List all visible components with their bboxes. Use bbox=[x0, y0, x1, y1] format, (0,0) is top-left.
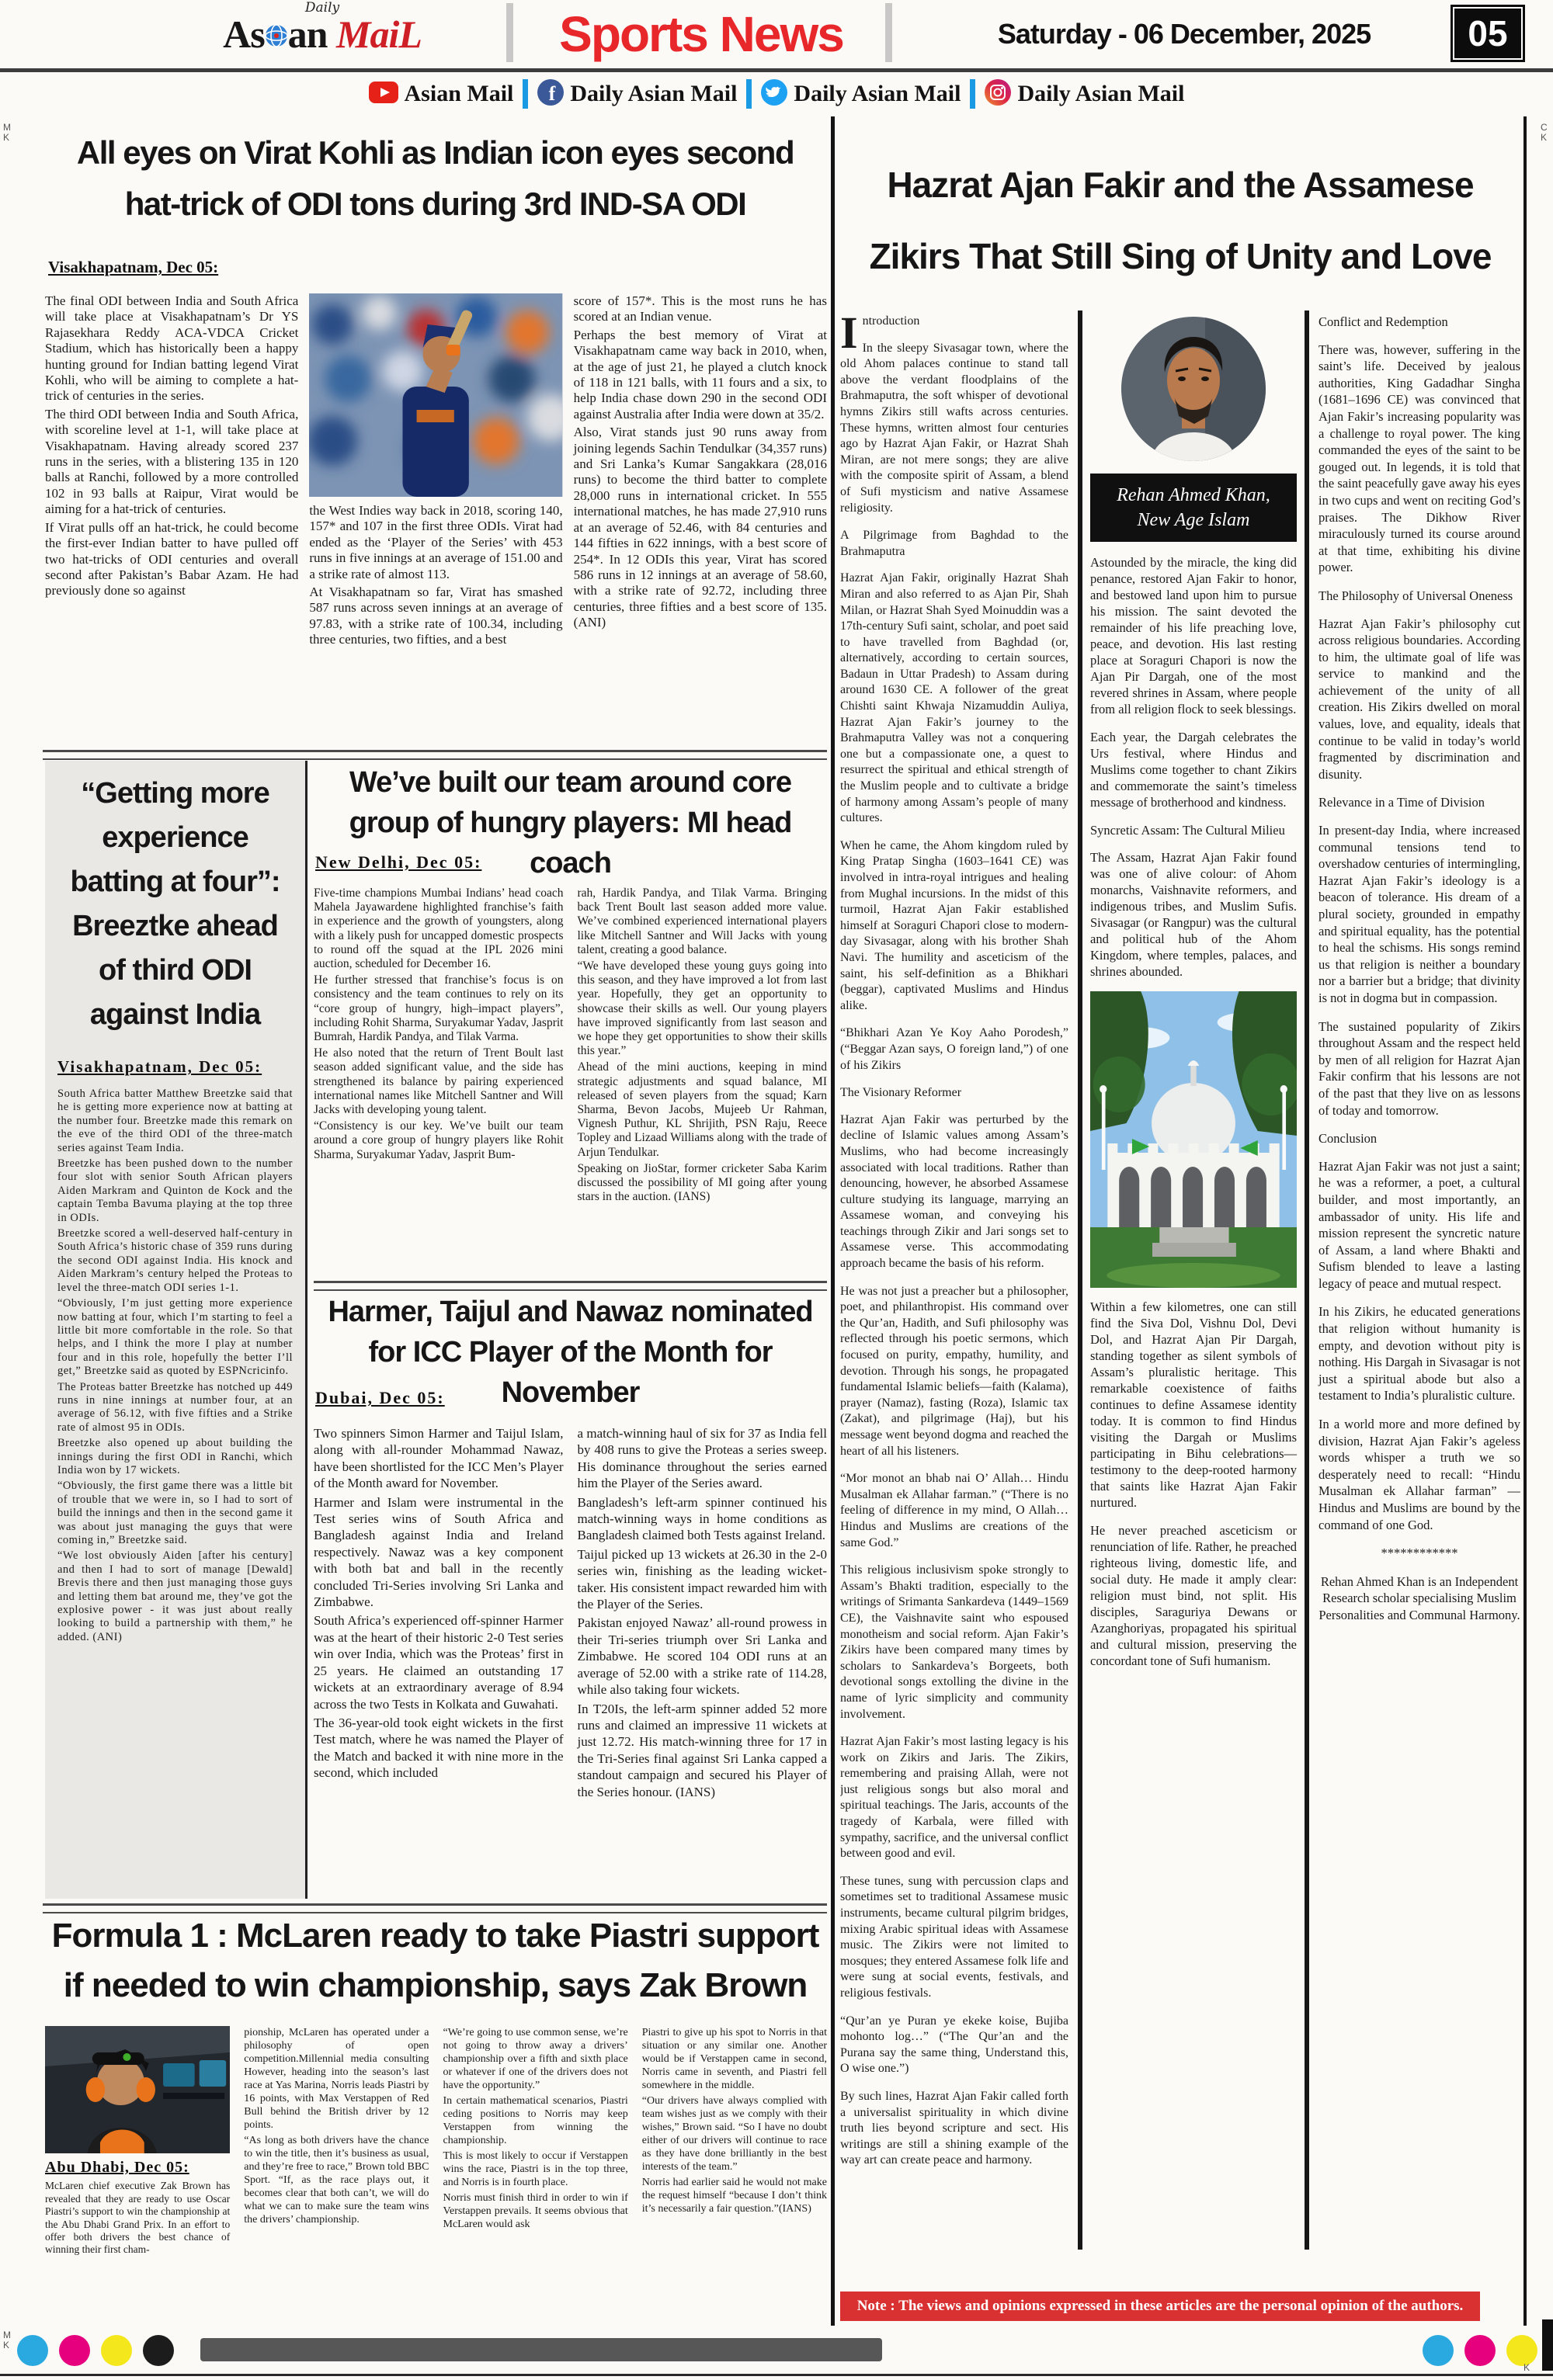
article-paragraph: rah, Hardik Pandya, and Tilak Varma. Bringing back Trent Boult last season added more value. We’ve combined experienced international players like Mitchell Santner and Will Jacks with young talent, creating a good balance. bbox=[577, 886, 827, 956]
registration-mark-bottom-right: K bbox=[1523, 2362, 1530, 2373]
f1-dateline: Abu Dhabi, Dec 05: bbox=[45, 2159, 189, 2176]
centered-text: ************ bbox=[1381, 1546, 1458, 1561]
article-paragraph: Astounded by the miracle, the king did penance, restored Ajan Fakir to honor, and bestowed land upon him to pursue his mission. The saint devoted the remainder of his life preaching love, peace, and devotion. His last resting place at Soraguri Chapori is now the Ajan Pir Dargah, one of the most revered shrines in Assam, where people from all religion flock to seek blessings. bbox=[1090, 555, 1297, 716]
article-paragraph: Speaking on JioStar, former cricketer Saba Karim discussed the possibility of MI going after young stars in the auction. (IANS) bbox=[577, 1161, 827, 1204]
page-edge-rule bbox=[1523, 116, 1527, 2326]
article-paragraph: The Proteas batter Breetzke has notched up 449 runs in nine innings at number four, at an average of 56.12, with five fifties and a Strike rate of almost 95 in ODIs. bbox=[57, 1380, 293, 1434]
article-paragraph: In a world more and more defined by division, Hazrat Ajan Fakir’s ageless words whisper a truth we so desperately need to recall: “Hindu Musalman ek Allahar farman” — Hindus and Muslims are bound by the command of one God. bbox=[1318, 1417, 1520, 1532]
article-paragraph: “Obviously, the first game there was a little bit of trouble that we were in, so I had to sort of build the innings and then in the second game it was about just managing the guys that were coming in,” Breetzke said. bbox=[57, 1480, 293, 1546]
article-paragraph: Taijul picked up 13 wickets at 26.30 in the 2-0 series win, finishing as the leading wicket-taker. His consistent impact rewarded him with the Player of the Series. bbox=[577, 1546, 827, 1612]
press-color-bar bbox=[200, 2338, 882, 2361]
article-paragraph: Hazrat Ajan Fakir, originally Hazrat Shah Miran and also referred to as Ajan Pir, Shah Milan, or Hazrat Shah Syed Moinuddin was a 17th-century Sufi saint, scholar, and poet said to have travelled from Baghdad (or, alternatively, according to certain sources, Badaun in Uttar Pradesh) to Assam during around 1630 CE. A follower of the great Chishti saint Khwaja Nizamuddin Auliya, Hazrat Ajan Fakir’s journey to the Brahmaputra Valley was not a conquering one but a compassionate one, a quest to resurrect the spiritual and ethical strength of the Muslim people and to cultivate a bridge of harmony among Assam’s people of many cultures. bbox=[840, 571, 1068, 825]
cyan-register-dot bbox=[1423, 2335, 1454, 2366]
breetzke-headline: “Getting more experience batting at four”: Breeztke ahead of third ODI against India bbox=[70, 777, 280, 1031]
section-heading: A Pilgrimage from Baghdad to the Brahmaputra bbox=[840, 529, 1068, 558]
ajan-pir-dargah-photo bbox=[1090, 991, 1297, 1288]
mi-headline: We’ve built our team around core group of hungry players: MI head coach bbox=[349, 766, 792, 879]
brand-part-1: As bbox=[223, 12, 265, 56]
f1-column-4 bbox=[642, 2026, 827, 2337]
f1-headline: Formula 1 : McLaren ready to take Piastri support if needed to win championship, says Zak Brown bbox=[51, 1917, 819, 2004]
kohli-article-body bbox=[45, 293, 827, 744]
article-paragraph: Breetzke scored a well-deserved half-century in South Africa’s historic chase of 359 runs during the second ODI against India. His knock and Aiden Markram’s century helped the Proteas to level the three-match ODI series 1-1. bbox=[57, 1227, 293, 1294]
article-paragraph: In the sleepy Sivasagar town, where the old Ahom palaces continue to stand tall above the verdant floodplains of the Brahmaputra, the soft whisper of devotional hymns Zikirs still wafts across centuries. These hymns, written almost four centuries ago by Hazrat Ajan Fakir, or Hazrat Shah Miran, are not mere songs; they are alive with the composite spirit of Assam, a blend of Sufi mysticism and native Assamese religiosity. bbox=[840, 341, 1068, 515]
article-paragraph: Harmer and Islam were instrumental in the Test series wins of South Africa and Bangladesh against India and Ireland respectively. Nawaz was a key component with both bat and ball in the recently concluded Tri-Series involving Sri Lanka and Zimbabwe. bbox=[314, 1494, 564, 1610]
article-paragraph: Ahead of the mini auctions, keeping in mind strategic adjustments and squad balance, MI released of seven players from the squad; Karn Sharma, Bevon Jacobs, Mujeeb Ur Rahman, Vignesh Puthur, KL Shrijith, PSN Raju, Reece Topley and Lizaad Williams along with the trade of Arjun Tendulkar. bbox=[577, 1060, 827, 1159]
f1-article-body bbox=[45, 2026, 827, 2337]
article-paragraph: Norris had earlier said he would not make the request himself “because I don’t think it’s necessarily a fair question.”(IANS) bbox=[641, 2177, 827, 2215]
article-paragraph: “Bhikhari Azan Ye Koy Aaho Porodesh,” (“Beggar Azan says, O foreign land,”) of one of his Zikirs bbox=[840, 1026, 1068, 1072]
article-paragraph: Hazrat Ajan Fakir was perturbed by the decline of Islamic values among Assam’s Muslims, who had become increasingly associated with local traditions. Rather than denouncing, however, he absorbed Assamese culture studying its language, marrying an Assamese woman, and conveying his teachings through Zikir and Jari songs set to Assamese verse. This accommodating approach became the basis of his reform. bbox=[840, 1112, 1068, 1271]
article-paragraph: “Mor monot an bhab nai O’ Allah… Hindu Musalman ek Allahar farman.” (“There is no feeling of difference in my mind, O Allah… Hindus and Muslims are creations of the same God.” bbox=[840, 1472, 1068, 1549]
article-paragraph: “We lost obviously Aiden [after his century] and then I had to sort of manage [Dewald] Brevis there and then just managing those guys and letting them bat around me, they’ve got the explosive power - it was just about really looking to build a partnership with them,” he added. (ANI) bbox=[57, 1549, 293, 1643]
section-heading: The Visionary Reformer bbox=[840, 1086, 962, 1100]
social-separator bbox=[746, 79, 752, 109]
article-paragraph: “Qur’an ye Puran ye ekeke koise, Bujiba mohonto log…” (“The Qur’an and the Purana say the same thing, Understand this, O wise one.”) bbox=[840, 2014, 1068, 2076]
masthead-name bbox=[175, 12, 470, 56]
article-paragraph: He further stressed that franchise’s focus is on consistency and the team continues to rely on its “core group of hungry, high–impact players”, including Rohit Sharma, Suryakumar Yadav, Jasprit Bumrah, Hardik Pandya, and Tilak Varma. bbox=[314, 973, 564, 1044]
instagram-icon bbox=[985, 79, 1011, 109]
globe-icon bbox=[265, 15, 288, 54]
social-item-youtube[interactable] bbox=[369, 81, 514, 107]
article-paragraph: a match-winning haul of six for 37 as India fell by 408 runs to give the Proteas a series sweep. His dominance throughout the series earned him the Player of the Series award. bbox=[577, 1426, 827, 1491]
social-label: Asian Mail bbox=[404, 81, 514, 106]
article-paragraph: He never preached asceticism or renunciation of life. Rather, he preached righteous living, domestic life, and social duty. He made it amply clear: religion must bind, not split. His disciples, Saraguriya Dewans or Azanghoriyas, propagated his spiritual and cultural mission, preserving the concordant tone of Sufi humanism. bbox=[1090, 1523, 1297, 1668]
article-paragraph: the West Indies way back in 2018, scoring 140, 157* and 107 in the first three ODIs. Virat had ended as the ‘Player of the Series’ with 453 runs in five innings at an average of 151.00 and a strike rate of almost 113. bbox=[309, 503, 563, 581]
masthead-daily: Daily bbox=[304, 0, 340, 16]
registration-mark-top-left: M K bbox=[3, 122, 11, 143]
yellow-register-dot bbox=[1506, 2335, 1537, 2366]
f1-column-1-text bbox=[45, 2180, 230, 2256]
icc-article-body bbox=[314, 1425, 827, 1897]
article-paragraph: Breetzke has been pushed down to the number four slot with senior South African players Aiden Markram and Quinton de Kock and the captain Temba Bavuma playing at the top three in ODIs. bbox=[57, 1157, 293, 1224]
article-paragraph: Piastri to give up his spot to Norris in that situation or any similar one. Another would be if Verstappen came in second, Norris came in seventh, and Piastri fell somewhere in the middle. bbox=[641, 2027, 827, 2091]
registration-mark-bottom-left: M K bbox=[3, 2330, 11, 2351]
divider-rule bbox=[314, 1281, 827, 1291]
section-heading: Relevance in a Time of Division bbox=[1318, 795, 1485, 810]
article-paragraph: “Consistency is our key. We’ve built our team around a core group of hungry players like Rohit Sharma, Suryakumar Yadav, Jasprit Bum- bbox=[314, 1119, 564, 1161]
f1-column-1 bbox=[45, 2026, 230, 2337]
article-paragraph: Norris must finish third in order to win if Verstappen prevails. It seems obvious that McLaren would ask bbox=[443, 2192, 628, 2230]
section-heading: Conclusion bbox=[1318, 1131, 1378, 1147]
article-paragraph: Perhaps the best memory of Virat at Visakhapatnam came way back in 2010, when, at the age of just 21, he played a clutch knock of 118 in 121 balls, with 11 fours and a six, to help India chase down 290 in the second ODI against Australia after India were down at 35/2. bbox=[573, 327, 827, 422]
social-separator bbox=[523, 79, 528, 109]
rehan-ahmed-khan-photo bbox=[1120, 315, 1267, 463]
article-paragraph: In T20Is, the left-arm spinner added 52 more runs and claimed an impressive 11 wickets at just 12.72. His match-winning three for 17 in the Tri-Series final against Sri Lanka capped a standout campaign and secured his Player of the Series honour. (IANS) bbox=[577, 1701, 827, 1799]
section-title: Sports News bbox=[559, 6, 843, 62]
article-paragraph: This religious inclusivism spoke strongly to Assam’s Bhakti tradition, especially to the writings of Srimanta Sankardeva (1449–1569 CE), the Vaishnavite saint who espoused monotheism and social reform. Ajan Fakir’s Zikirs have been compared many times by scholars to Sankardeva’s Borgeets, both devotional songs extolling the divine in the name of lyric simplicity and community involvement. bbox=[840, 1563, 1068, 1721]
yellow-register-dot bbox=[101, 2335, 132, 2366]
article-paragraph: “Obviously, I’m just getting more experience now batting at four, which I’m starting to feel a little bit more comfortable in the role. So that helps, and I think the more I play at number four and in this role, hopefully the better I’ll get,” Breetzke said as quoted by ESPNcricinfo. bbox=[57, 1297, 293, 1378]
black-register-dot bbox=[143, 2335, 174, 2366]
social-bar bbox=[0, 75, 1553, 113]
brand-part-2: an bbox=[287, 12, 328, 56]
article-paragraph: Hazrat Ajan Fakir’s philosophy cut across religious boundaries. According to him, the ultimate goal of life was service to mankind and the achievement of the unity of all creation. His Zikirs dwelled on moral values, love, and equality, ideals that continue to be valid in today’s world fragmented by discrimination and disunity. bbox=[1318, 616, 1520, 782]
kohli-dateline: Visakhapatnam, Dec 05: bbox=[48, 258, 219, 276]
hazrat-column-2-lower bbox=[1090, 1299, 1297, 1669]
article-paragraph: In certain mathematical scenarios, Piastri ceding positions to Norris may keep Verstappen from winning the championship. bbox=[443, 2095, 628, 2146]
article-paragraph: South Africa batter Matthew Breetzke said that he is getting more experience now at batting at the number four. Breetzke made this remark on the eve of the third ODI of the three-match series against Team India. bbox=[57, 1088, 293, 1154]
article-paragraph: Two spinners Simon Harmer and Taijul Islam, along with all-rounder Mohammad Nawaz, have been shortlisted for the ICC Men’s Player of the Month award for November. bbox=[314, 1426, 564, 1491]
disclaimer-note: Note : The views and opinions expressed in these articles are the personal opinion of the authors. bbox=[840, 2292, 1480, 2321]
mi-dateline: New Delhi, Dec 05: bbox=[315, 852, 482, 872]
social-label: Daily Asian Mail bbox=[570, 81, 738, 106]
article-paragraph: The Assam, Hazrat Ajan Fakir found was one of alive colour: of Ahom monarchs, Vaishnavite reformers, and indigenous tribes, and Muslim Sufis. Sivasagar (or Rangpur) was the cultural and political hub of the Ahom Kingdom, where temples, palaces, and shrines abounded. bbox=[1090, 850, 1297, 979]
icc-dateline: Dubai, Dec 05: bbox=[315, 1388, 445, 1407]
article-paragraph: These tunes, sung with percussion claps and sometimes set to traditional Assamese music instruments, became cultural pilgrim bridges, mixing Arabic spiritual ideas with Assamese music. The Zikirs were not limited to mosques; they entered Assamese folk life and were sung at social events, festivals, and religious festivals. bbox=[840, 1874, 1068, 2000]
kohli-column-2 bbox=[309, 293, 562, 744]
article-paragraph: The final ODI between India and South Africa will take place at Visakhapatnam’s Dr YS Rajasekhara Reddy ACA-VDCA Cricket Stadium, which has historically been a happy hunting ground for Indian batting legend Virat Kohli, who will be aiming to complete a hat-trick of centuries in the series. bbox=[45, 293, 299, 404]
article-paragraph: Pakistan enjoyed Nawaz’ all-round prowess in their Tri-series triumph over Sri Lanka and Zimbabwe. He scored 104 ODI runs at an average of 52.00 with a strike rate of 114.28, while also taking four wickets. bbox=[577, 1615, 827, 1698]
section-heading: The Philosophy of Universal Oneness bbox=[1318, 588, 1513, 603]
section-heading: Introduction bbox=[840, 311, 920, 358]
article-paragraph: In present-day India, where increased communal tensions tend to overshadow centuries of intermingling, Hazrat Ajan Fakir’s ideology is a beacon of tolerance. His dream of a plural society, grounded in empathy and spiritual equality, has the potential to heal the schisms. His songs remind us that religion is neither a boundary nor a barrier but a bridge; that divinity is not in dogma but in compassion. bbox=[1318, 823, 1520, 1005]
header-divider-bar-right bbox=[885, 3, 892, 62]
article-paragraph: By such lines, Hazrat Ajan Fakir called forth a universalist spirituality in which divine truth lies beyond scripture and sect. His writings are still a shining example of the way art can create peace and harmony. bbox=[840, 2089, 1068, 2167]
article-paragraph: He was not just a preacher but a philosopher, poet, and philanthropist. His command over the Qur’an, Hadith, and Sufi philosophy was reflected through his poetic sermons, which focused on purity, empathy, humility, and devotion. Through his songs, he propagated fundamental Islamic beliefs—faith (Kalama), prayer (Namaz), fasting (Roza), Islamic tax (Zakat), and pilgrimage (Haj), but his message went beyond dogma and reached the heart of all his listeners. bbox=[840, 1284, 1068, 1458]
masthead-logo[interactable] bbox=[175, 2, 470, 54]
breetzke-article bbox=[45, 761, 307, 1899]
breetzke-dateline: Visakhapatnam, Dec 05: bbox=[57, 1057, 262, 1076]
header-rule bbox=[0, 68, 1553, 72]
article-paragraph: The 36-year-old took eight wickets in the first Test match, where he was named the Player of the Match and backed it with nine more in the second, which included bbox=[314, 1715, 564, 1781]
article-paragraph: At Visakhapatnam so far, Virat has smashed 587 runs across seven innings at an average of 97.83, with a strike rate of 100.34, including three centuries, two fifties, and a best bbox=[309, 585, 563, 647]
article-paragraph: The third ODI between India and South Africa, with scoreline level at 1-1, will take place at Visakhapatnam. Having already scored 237 runs in the series, with a blistering 135 in 120 balls at Ranchi, followed by a more controlled 102 in 93 balls at Raipur, Virat would be aiming for a hat-trick of centuries. bbox=[45, 406, 299, 517]
hazrat-article-body bbox=[840, 311, 1520, 2250]
article-paragraph: Five-time champions Mumbai Indians’ head coach Mahela Jayawardene highlighted franchise’s faith in experience and the growth of youngsters, along with a likely push for uncapped domestic prospects to round off the squad at the IPL 2026 mini auction, scheduled for December 16. bbox=[314, 886, 564, 971]
social-label: Daily Asian Mail bbox=[1017, 81, 1185, 106]
hazrat-column-3 bbox=[1305, 311, 1520, 2250]
kohli-headline: All eyes on Virat Kohli as Indian icon eyes second hat-trick of ODI tons during 3rd IND-SA ODI bbox=[76, 134, 794, 222]
article-paragraph: score of 157*. This is the most runs he has scored at an Indian venue. bbox=[573, 293, 827, 324]
article-paragraph: “As long as both drivers have the chance to win the title, then it’s business as usual, and they’re free to race,” Brown told BBC Sport. “If, as the race plays out, it becomes clear that both can’t, we will do what we can to make sure the team wins the drivers’ championship. bbox=[244, 2135, 429, 2226]
article-paragraph: pionship, McLaren has operated under a philosophy of open competition.Millennial media consulting However, heading into the season’s last race at Yas Marina, Norris leads Piastri by 16 points, with Max Verstappen of Red Bull behind the British driver by 12 points. bbox=[244, 2027, 429, 2131]
virat-kohli-photo bbox=[309, 293, 562, 497]
twitter-icon bbox=[761, 79, 787, 109]
hazrat-column-2 bbox=[1078, 311, 1305, 2250]
facebook-icon bbox=[537, 79, 564, 109]
magenta-register-dot bbox=[1464, 2335, 1496, 2366]
article-paragraph: Bangladesh’s left-arm spinner continued his match-winning ways in home conditions as Bangladesh claimed both Tests against Ireland. bbox=[577, 1494, 827, 1543]
hazrat-column-1 bbox=[840, 311, 1078, 2250]
kohli-column-3 bbox=[574, 293, 827, 744]
svg-text:f: f bbox=[549, 82, 556, 105]
hazrat-article bbox=[840, 118, 1520, 2250]
section-heading: Syncretic Assam: The Cultural Milieu bbox=[1090, 823, 1285, 838]
oscar-piastri-photo bbox=[45, 2026, 230, 2153]
article-paragraph: Hazrat Ajan Fakir was not just a saint; he was a reformer, a poet, a cultural builder, and most importantly, an ambassador of unity. His life and mission represent the syncretic nature of Assam, a land where Bhakti and Sufism blended to leave a lasting legacy of peace and mutual respect. bbox=[1318, 1158, 1520, 1291]
section-heading: Conflict and Redemption bbox=[1318, 314, 1448, 329]
youtube-icon bbox=[369, 82, 398, 107]
mi-column-2 bbox=[578, 886, 828, 1273]
hazrat-headline: Hazrat Ajan Fakir and the Assamese Zikirs That Still Sing of Unity and Love bbox=[869, 165, 1492, 276]
author-caption-line-2: New Age Islam bbox=[1137, 510, 1250, 530]
social-label: Daily Asian Mail bbox=[794, 81, 961, 106]
f1-column-3 bbox=[443, 2026, 628, 2337]
centered-text: Rehan Ahmed Khan is an Independent Research scholar specialising Muslim Personalities and Communal Harmony. bbox=[1318, 1573, 1520, 1622]
registration-mark-top-right: C K bbox=[1541, 122, 1548, 143]
mi-article-body bbox=[314, 886, 827, 1273]
article-paragraph: If Virat pulls off an hat-trick, he could become the first-ever Indian batter to have pulled off two hat-tricks of ODI centuries and overall second after Pakistan’s Babar Azam. He had previously done so against bbox=[45, 519, 299, 598]
article-paragraph: Breetzke also opened up about building the innings during the first ODI in Ranchi, which India won by 17 wickets. bbox=[57, 1437, 293, 1476]
mi-column-1 bbox=[314, 886, 564, 1273]
brand-part-3: MaiL bbox=[335, 12, 422, 56]
bottom-edge-rule bbox=[0, 2374, 1553, 2376]
hazrat-column-2-upper bbox=[1090, 554, 1297, 980]
article-paragraph: South Africa’s experienced off-spinner Harmer was at the heart of their historic 2-0 Test series win over India, which was the Proteas’ first in 25 years. He claimed an outstanding 17 wickets at an extraordinary average of 8.94 across the two Tests in Kolkata and Guwahati. bbox=[314, 1613, 564, 1712]
cyan-register-dot bbox=[17, 2335, 48, 2366]
article-paragraph: When he came, the Ahom kingdom ruled by King Pratap Singha (1603–1641 CE) was involved in intra-royal intrigues and healing from Mughal incursions. In the midst of this turmoil, Hazrat Ajan Fakir established himself at Soraguri Chapori close to modern-day Sivasagar, along with his brother Shah Navi. The humility and asceticism of the saint, his self-definition as a Bhikhari (beggar), captivated Muslims and Hindus alike. bbox=[840, 838, 1068, 1012]
author-caption bbox=[1090, 474, 1297, 542]
magenta-register-dot bbox=[59, 2335, 90, 2366]
divider-rule bbox=[43, 750, 827, 760]
article-paragraph: Within a few kilometres, one can still find the Siva Dol, Vishnu Dol, Devi Dol, and Hazrat Ajan Pir Dargah, standing together as silent symbols of Assam’s pluralistic heritage. This remarkable coexistence of faiths continues to define Assamese identity today. It is common to find Hindus visiting the Dargah or Muslims participating in Bihu celebrations—testimony to the deep-rooted harmony that saints like Hazrat Ajan Fakir nurtured. bbox=[1090, 1299, 1297, 1510]
social-separator bbox=[970, 79, 975, 109]
article-paragraph: Hazrat Ajan Fakir’s most lasting legacy is his work on Zikirs and Jaris. The Zikirs, remembering and praising Allah, were not just religious songs but also moral and spiritual teachings. The Jaris, accounts of the tragedy of Karbala, were filled with sympathy, sacrifice, and the universal conflict between good and evil. bbox=[840, 1735, 1068, 1861]
author-caption-line-1: Rehan Ahmed Khan, bbox=[1117, 485, 1270, 505]
f1-column-2 bbox=[244, 2026, 429, 2337]
article-paragraph: McLaren chief executive Zak Brown has revealed that they are ready to use Oscar Piastri’s support to win the championship at the Abu Dhabi Grand Prix. In an effort to offer both drivers the best chance of winning their first cham- bbox=[45, 2180, 231, 2256]
article-paragraph: He also noted that the return of Trent Boult last season added significant value, and the side has strengthened its balance by pairing experienced international names like Mitchell Santner and Will Jacks with developing young talent. bbox=[314, 1046, 564, 1117]
article-paragraph: Each year, the Dargah celebrates the Urs festival, where Hindus and Muslims come together to chant Zikirs and commemorate the saint’s timeless message of brotherhood and kindness. bbox=[1090, 730, 1297, 810]
breetzke-body bbox=[57, 1088, 293, 1644]
icc-column-2 bbox=[578, 1425, 828, 1897]
kohli-column-2-text bbox=[309, 503, 562, 648]
article-paragraph: “Our drivers have always complied with team wishes just as we comply with their wishes,” Brown said. “So I have no doubt either of our drivers will continue to race as they have done brilliantly in the best interests of the team.” bbox=[641, 2095, 827, 2173]
article-paragraph: There was, however, suffering in the saint’s life. Deceived by jealous authorities, King Gadadhar Singha (1681–1696 CE) was convinced that Ajan Fakir’s increasing popularity was a challenge to royal power. The king commanded the eyes of the saint to be gouged out. In legends, it is told that the saint peacefully gave away his eyes in two cups and went on reciting God’s praises. The Dikhow River miraculously turned its course around at that time, exhibiting his divine power. bbox=[1318, 342, 1520, 575]
kohli-column-1 bbox=[45, 293, 298, 744]
article-paragraph: “We’re going to use common sense, we’re not going to throw away a drivers’ championship over a fifth and sixth place or whatever if one of the drivers does not have the opportunity.” bbox=[443, 2027, 628, 2091]
icc-column-1 bbox=[314, 1425, 564, 1897]
center-column-rule bbox=[831, 116, 835, 2326]
social-item-facebook[interactable] bbox=[537, 79, 737, 109]
edition-date: Saturday - 06 December, 2025 bbox=[997, 18, 1371, 50]
header-divider-bar-left bbox=[506, 3, 513, 62]
social-item-instagram[interactable] bbox=[985, 79, 1184, 109]
article-paragraph: This is most likely to occur if Verstappen wins the race, Piastri is in the top three, and Norris is in fourth place. bbox=[443, 2150, 628, 2188]
article-paragraph: In his Zikirs, he educated generations that religion without humanity is empty, and devotion without pity is nothing. His Dargah in Sivasagar is not just a spiritual abode but also a testament to India’s pluralistic culture. bbox=[1318, 1304, 1520, 1403]
article-paragraph: The sustained popularity of Zikirs throughout Assam and the respect held by men of all religion for Hazrat Ajan Fakir confirm that his lessons are not of the past that they live on as lessons of today and tomorrow. bbox=[1318, 1018, 1520, 1118]
icc-headline: Harmer, Taijul and Nawaz nominated for ICC Player of the Month for November bbox=[328, 1296, 813, 1409]
article-paragraph: “We have developed these young guys going into this season, and they have improved a lot from last year. Hopefully, they get an opportunity to showcase their skills as well. Our young players have improved significantly from last season and we hope they get opportunities to show their skills this year.” bbox=[577, 959, 827, 1058]
article-paragraph: Also, Virat stands just 90 runs away from joining legends Sachin Tendulkar (34,357 runs) and Sri Lanka’s Kumar Sangakkara (28,016 runs) to become the third batter to complete 28,000 runs in international cricket. In 555 international matches, he has made 27,910 runs at an average of 52.46, with 84 centuries and 144 fifties in 622 innings, with a best score of 254*. In 12 ODIs this year, Virat has scored 586 runs in 12 innings at an average of 58.60, with a strike rate of 92.72, including three centuries, three fifties and a best score of 135. (ANI) bbox=[573, 425, 827, 630]
black-edge-strip bbox=[1542, 2319, 1553, 2371]
social-item-twitter[interactable] bbox=[761, 79, 961, 109]
page-number: 05 bbox=[1451, 5, 1525, 62]
